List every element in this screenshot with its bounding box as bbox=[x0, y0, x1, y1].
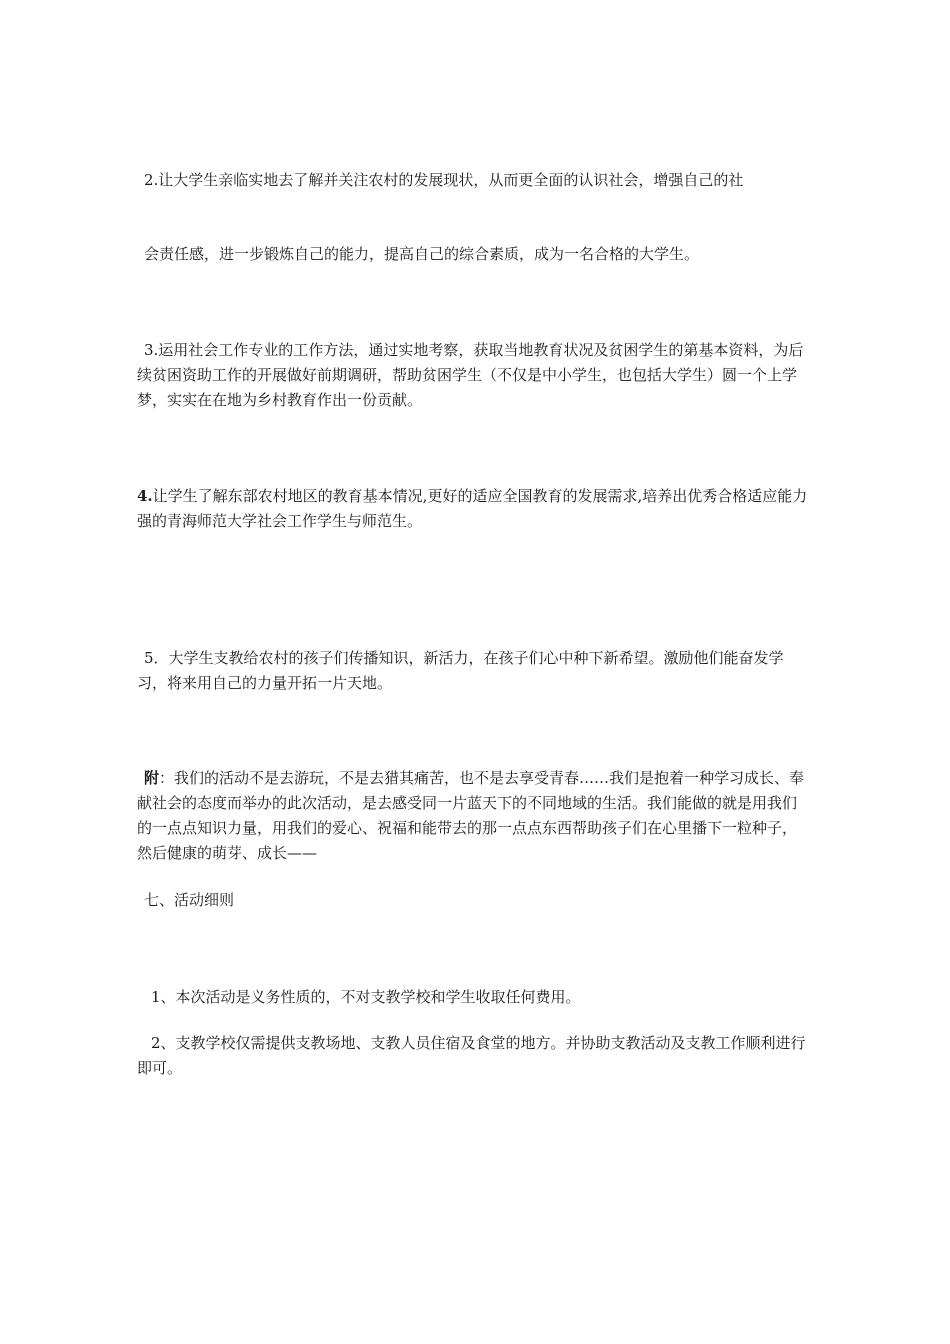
objective-2-line2 bbox=[137, 242, 809, 267]
objective-3: 3.运用社会工作专业的工作方法，通过实地考察，获取当地教育状况及贫困学生的第基本资料，为后续贫困资助工作的开展做好前期调研，帮助贫困学生（不仅是中小学生，也包括大学生）圆一个上学梦，实实在在地为乡村教育作出一份贡献。 bbox=[137, 341, 804, 409]
appendix-text: ：我们的活动不是去游玩，不是去猎其痛苦，也不是去享受青春……我们是抱着一种学习成长、奉献社会的态度而举办的此次活动，是去感受同一片蓝天下的不同地域的生活。我们能做的就是用我们的一点点知识力量，用我们的爱心、祝福和能带去的那一点点东西帮助孩子们在心里播下一粒种子，然后健康的萌芽、成长—— bbox=[137, 769, 805, 862]
objective-4-text: 让学生了解东部农村地区的教育基本情况,更好的适应全国教育的发展需求,培养出优秀合格适应能力强的青海师范大学社会工作学生与师范生。 bbox=[137, 487, 808, 530]
appendix-label: 附 bbox=[144, 769, 160, 787]
objective-4-number: 4. bbox=[137, 487, 153, 505]
objective-2-text: 2.让大学生亲临实地去了解并关注农村的发展现状，从而更全面的认识社会，增强自己的社 bbox=[144, 171, 744, 189]
objective-4 bbox=[137, 484, 809, 534]
section-7-title: 七、活动细则 bbox=[144, 891, 235, 909]
rule-1: 1、本次活动是义务性质的，不对支教学校和学生收取任何费用。 bbox=[151, 988, 581, 1006]
objective-2-continuation: 会责任感，进一步锻炼自己的能力，提高自己的综合素质，成为一名合格的大学生。 bbox=[144, 245, 700, 263]
appendix-note bbox=[137, 766, 809, 866]
rule-2: 2、支教学校仅需提供支教场地、支教人员住宿及食堂的地方。并协助支教活动及支教工作顺利进行即可。 bbox=[137, 1034, 806, 1077]
objective-5: 5．大学生支教给农村的孩子们传播知识，新活力，在孩子们心中种下新希望。激励他们能奋发学习，将来用自己的力量开拓一片天地。 bbox=[137, 649, 784, 692]
objective-2-line1 bbox=[137, 168, 809, 193]
